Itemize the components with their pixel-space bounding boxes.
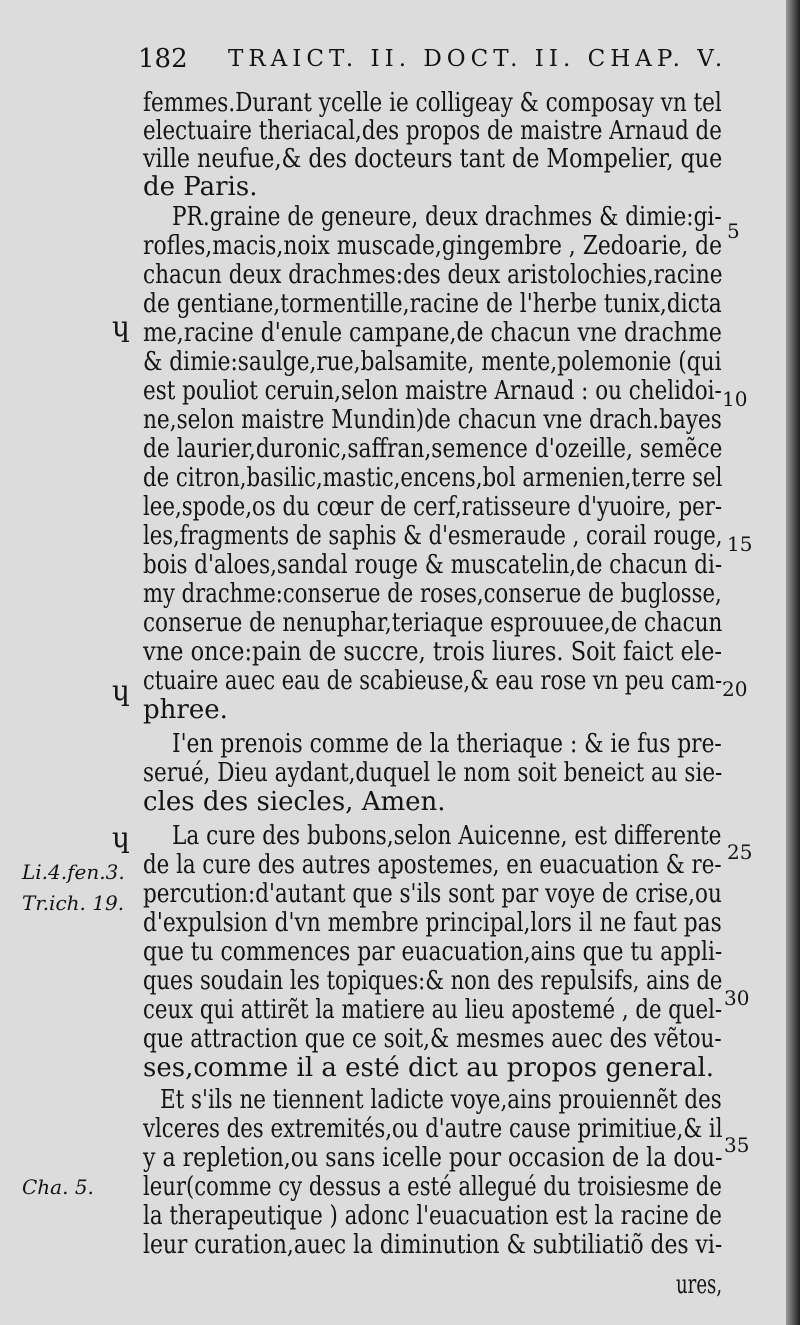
- text-line: cles des siecles, Amen.: [143, 787, 446, 817]
- text-line: vlceres des extremités,ou d'autre cause primitiue,& il: [143, 1114, 723, 1144]
- book-spine-shadow: [786, 0, 800, 1325]
- page-number: 182: [138, 44, 188, 74]
- text-line: ceux qui attirẽt la matiere au lieu apostemé , de quel-: [143, 995, 723, 1025]
- text-line: & dimie:saulge,rue,balsamite, mente,polemonie (qui: [143, 347, 722, 377]
- text-line: La cure des bubons,selon Auicenne, est differente: [172, 821, 722, 851]
- text-line: ne,selon maistre Mundin)de chacun vne drach.bayes: [143, 405, 722, 435]
- text-line: vne once:pain de succre, trois liures. Soit faict ele-: [143, 637, 722, 667]
- text-line: lee,spode,os du cœur de cerf,ratisseure d'yuoire, per-: [143, 492, 723, 522]
- text-line: percution:d'autant que s'ils sont par voye de crise,ou: [143, 879, 722, 909]
- paragraph-mark-icon: ɥ: [112, 674, 131, 707]
- text-line: serué, Dieu aydant,duquel le nom soit beneict au sie-: [143, 758, 723, 788]
- text-line: de Paris.: [143, 172, 258, 202]
- line-number: 20: [722, 677, 748, 701]
- text-line: ctuaire auec eau de scabieuse,& eau rose vn peu cam-: [143, 666, 723, 696]
- line-number: 10: [722, 387, 748, 411]
- text-line: de gentiane,tormentille,racine de l'herbe tunix,dicta: [143, 289, 722, 319]
- text-line: ques soudain les topiques:& non des repulsifs, ains de: [143, 966, 723, 996]
- text-line: Et s'ils ne tiennent ladicte voye,ains prouiennẽt des: [160, 1085, 722, 1115]
- text-line: leur(comme cy dessus a esté allegué du troisiesme de: [143, 1172, 722, 1202]
- text-line: que tu commences par euacuation,ains que tu appli-: [143, 937, 723, 967]
- text-line: phree.: [143, 695, 228, 725]
- text-line: femmes.Durant ycelle ie colligeay & composay vn tel: [143, 88, 722, 118]
- paragraph-mark-icon: ɥ: [112, 310, 131, 343]
- line-number: 35: [724, 1133, 750, 1157]
- margin-note: Li.4.fen.3.: [22, 860, 125, 884]
- text-line: electuaire theriacal,des propos de maistre Arnaud de: [143, 116, 722, 146]
- text-line: me,racine d'enule campane,de chacun vne drachme: [143, 318, 722, 348]
- text-line: PR.graine de geneure, deux drachmes & dimie:gi-: [172, 202, 722, 232]
- text-line: I'en prenois comme de la theriaque : & ie fus pre-: [172, 729, 722, 759]
- text-line: ville neufue,& des docteurs tant de Mompelier, que: [143, 144, 723, 174]
- margin-note: Tr.ich. 19.: [22, 891, 125, 915]
- text-line: rofles,macis,noix muscade,gingembre , Zedoarie, de: [143, 231, 723, 261]
- text-line: chacun deux drachmes:des deux aristolochies,racine: [143, 260, 723, 290]
- line-number: 5: [727, 219, 740, 243]
- line-number: 15: [727, 532, 753, 556]
- text-line: my drachme:conserue de roses,conserue de buglosse,: [143, 579, 722, 609]
- text-line: bois d'aloes,sandal rouge & muscatelin,de chacun di-: [143, 550, 723, 580]
- text-line: leur curation,auec la diminution & subtiliatiõ des vi-: [143, 1230, 723, 1260]
- text-line: de laurier,duronic,saffran,semence d'ozeille, semẽce: [143, 434, 723, 464]
- text-line: la therapeutique ) adonc l'euacuation est la racine de: [143, 1201, 722, 1231]
- text-line: que attraction que ce soit,& mesmes auec des vẽtou-: [143, 1024, 722, 1054]
- text-line: d'expulsion d'vn membre principal,lors il ne faut pas: [143, 908, 722, 938]
- running-head: TRAICT. II. DOCT. II. CHAP. V.: [228, 46, 728, 72]
- text-line: est pouliot ceruin,selon maistre Arnaud : ou chelidoi-: [143, 376, 722, 406]
- paragraph-mark-icon: ɥ: [112, 821, 131, 854]
- text-line: y a repletion,ou sans icelle pour occasion de la dou-: [143, 1143, 723, 1173]
- text-line: de citron,basilic,mastic,encens,bol armenien,terre sel: [143, 463, 723, 493]
- text-line: les,fragments de saphis & d'esmeraude , corail rouge,: [143, 521, 723, 551]
- margin-note: Cha. 5.: [22, 1175, 94, 1199]
- line-number: 25: [727, 840, 753, 864]
- line-number: 30: [724, 986, 750, 1010]
- text-line: conserue de nenuphar,teriaque esprouuee,de chacun: [143, 608, 723, 638]
- text-line: ures,: [676, 1270, 723, 1300]
- text-line: ses,comme il a esté dict au propos general.: [143, 1053, 715, 1083]
- text-line: de la cure des autres apostemes, en euacuation & re-: [143, 850, 722, 880]
